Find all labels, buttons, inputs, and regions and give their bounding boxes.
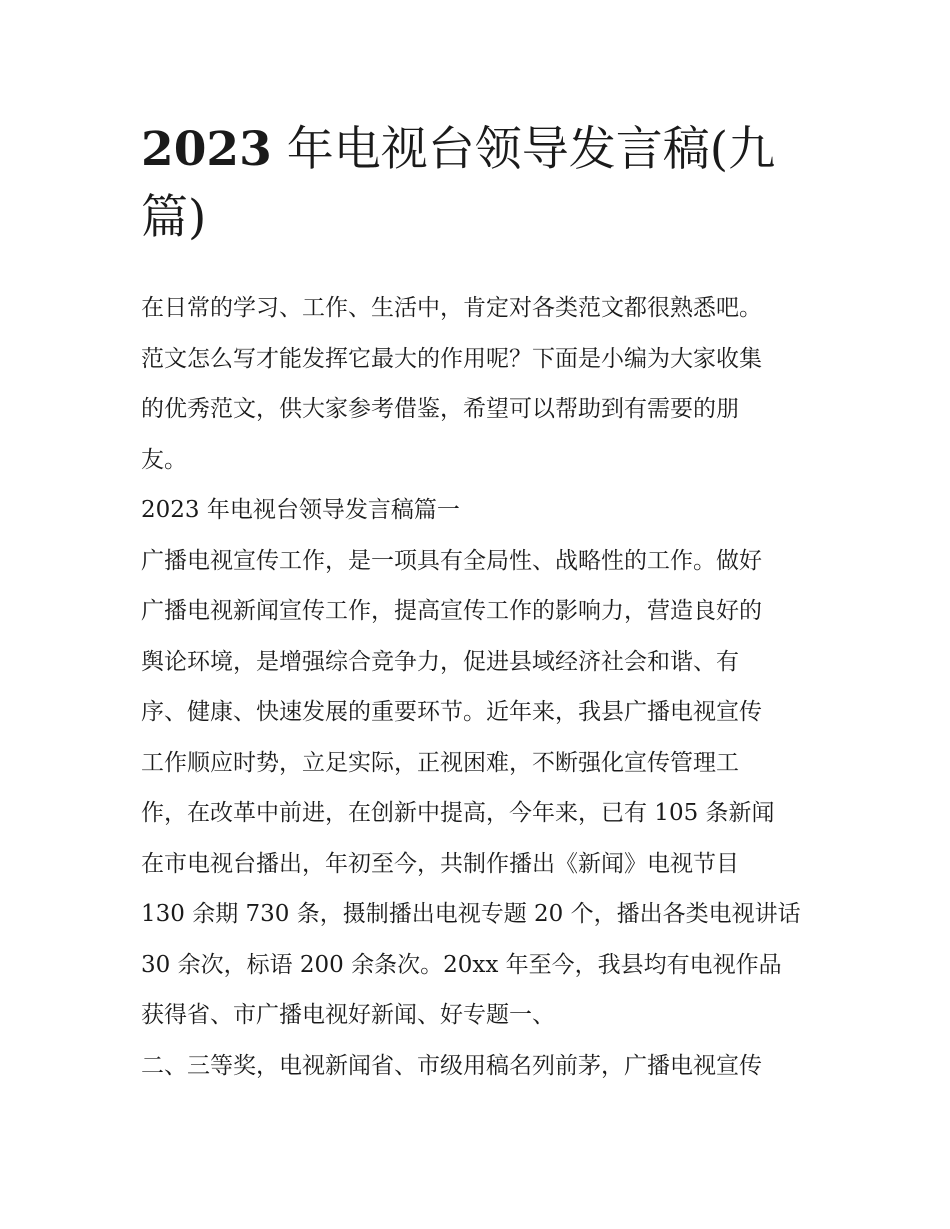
section-line: 作，在改革中前进，在创新中提高，今年来，已有 105 条新闻 xyxy=(141,800,775,826)
section-paragraph xyxy=(141,536,813,1041)
section-line: 广播电视宣传工作，是一项具有全局性、战略性的工作。做好 xyxy=(141,547,762,574)
title-text: 年电视台领导发言稿(九 xyxy=(271,122,776,177)
continuation-paragraph xyxy=(141,1041,813,1092)
document-body xyxy=(141,283,813,1091)
section-line: 获得省、市广播电视好新闻、好专题一、 xyxy=(141,1002,555,1028)
title-year: 2023 xyxy=(141,122,272,177)
section-line: 30 余次，标语 200 余条次。20xx 年至今，我县均有电视作品 xyxy=(141,951,782,978)
intro-line: 的优秀范文，供大家参考借鉴，希望可以帮助到有需要的朋 xyxy=(141,396,739,422)
continuation-line: 二、三等奖，电视新闻省、市级用稿名列前茅，广播电视宣传 xyxy=(141,1052,762,1079)
title-line-1 xyxy=(141,116,813,184)
intro-line: 在日常的学习、工作、生活中，肯定对各类范文都很熟悉吧。 xyxy=(141,295,762,321)
section-line: 在市电视台播出，年初至今，共制作播出《新闻》电视节目 xyxy=(141,850,739,877)
section-line: 广播电视新闻宣传工作，提高宣传工作的影响力，营造良好的 xyxy=(141,598,762,624)
section-line: 舆论环境，是增强综合竞争力，促进县域经济社会和谐、有 xyxy=(141,648,739,675)
intro-line: 友。 xyxy=(141,446,187,473)
section-line: 序、健康、快速发展的重要环节。近年来，我县广播电视宣传 xyxy=(141,699,762,725)
section-heading xyxy=(141,485,813,536)
section-line: 130 余期 730 条，摄制播出电视专题 20 个，播出各类电视讲话 xyxy=(141,901,801,927)
section-line: 工作顺应时势，立足实际，正视困难，不断强化宣传管理工 xyxy=(141,749,739,776)
title-line-2: 篇) xyxy=(141,190,207,245)
intro-line: 范文怎么写才能发挥它最大的作用呢？下面是小编为大家收集 xyxy=(141,345,762,372)
intro-paragraph xyxy=(141,283,813,485)
document-page xyxy=(141,116,813,1091)
section-heading-text: 2023 年电视台领导发言稿篇一 xyxy=(141,497,460,523)
document-title xyxy=(141,116,813,252)
